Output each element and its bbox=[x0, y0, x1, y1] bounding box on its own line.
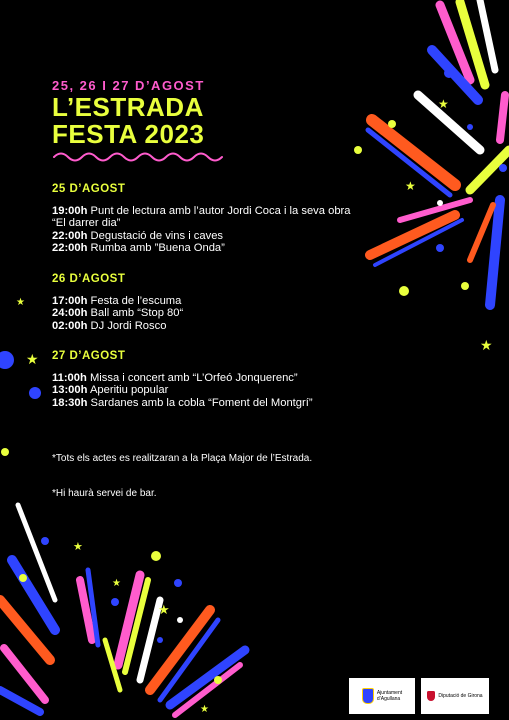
day-section-26 bbox=[52, 273, 352, 332]
event-time: 17:00h bbox=[52, 295, 88, 307]
event-item bbox=[52, 205, 352, 230]
event-time: 02:00h bbox=[52, 319, 88, 332]
event-dates: 25, 26 I 27 D’AGOST bbox=[52, 78, 205, 93]
event-item bbox=[52, 307, 352, 319]
event-item bbox=[52, 230, 352, 242]
title-line-2: FESTA 2023 bbox=[52, 119, 205, 149]
venue-note: *Tots els actes es realitzaran a la Plaça Major de l’Estrada. bbox=[52, 453, 313, 464]
event-time: 18:30h bbox=[52, 396, 88, 409]
event-item bbox=[52, 242, 352, 254]
svg-text:★: ★ bbox=[438, 97, 449, 111]
event-item bbox=[52, 320, 352, 332]
event-time: 22:00h bbox=[52, 229, 88, 242]
day-heading: 25 D’AGOST bbox=[52, 183, 126, 195]
event-text: Sardanes amb la cobla “Foment del Montgrí” bbox=[87, 396, 313, 409]
event-time: 22:00h bbox=[52, 242, 88, 255]
logo-text: Diputació de Girona bbox=[438, 693, 483, 699]
svg-text:★: ★ bbox=[16, 297, 25, 308]
event-time: 11:00h bbox=[52, 372, 87, 384]
svg-text:★: ★ bbox=[112, 578, 121, 589]
crest-icon bbox=[427, 691, 435, 701]
event-text: Punt de lectura amb l’autor Jordi Coca i la seva obra “El darrer dia” bbox=[52, 205, 351, 230]
day-section-25 bbox=[52, 183, 352, 255]
event-time: 19:00h bbox=[52, 205, 88, 217]
sponsor-logos bbox=[349, 678, 489, 714]
page-title bbox=[52, 94, 204, 148]
logo-text-line-1: Ajuntament bbox=[376, 690, 403, 696]
crest-icon bbox=[362, 688, 374, 704]
day-heading: 27 D’AGOST bbox=[52, 350, 126, 362]
event-item bbox=[52, 295, 352, 307]
title-line-1: L’ESTRADA bbox=[52, 92, 204, 122]
svg-text:★: ★ bbox=[26, 352, 39, 368]
logo-text-line-2: d’Agullana bbox=[376, 696, 401, 702]
svg-text:★: ★ bbox=[200, 704, 209, 715]
event-text: Degustació de vins i caves bbox=[87, 229, 224, 242]
bar-note: *Hi haurà servei de bar. bbox=[52, 488, 157, 499]
event-text: Rumba amb ”Buena Onda” bbox=[87, 242, 225, 255]
event-text: Missa i concert amb “L’Orfeó Jonquerenc” bbox=[86, 372, 298, 384]
event-text: Ball amb “Stop 80“ bbox=[87, 307, 184, 320]
ajuntament-logo bbox=[349, 678, 415, 714]
wave-divider bbox=[52, 150, 232, 164]
svg-text:★: ★ bbox=[480, 338, 493, 354]
svg-text:★: ★ bbox=[73, 540, 83, 553]
event-text: DJ Jordi Rosco bbox=[87, 319, 167, 332]
event-time: 24:00h bbox=[52, 307, 88, 320]
firework-burst-top-right bbox=[368, 0, 509, 305]
svg-text:★: ★ bbox=[405, 179, 416, 193]
event-item bbox=[52, 384, 352, 396]
firework-burst-bottom-left bbox=[0, 505, 245, 715]
day-heading: 26 D’AGOST bbox=[52, 273, 126, 285]
event-text: Festa de l’escuma bbox=[87, 295, 182, 307]
event-item bbox=[52, 372, 352, 384]
event-text: Aperitiu popular bbox=[87, 384, 169, 397]
event-item bbox=[52, 397, 322, 409]
day-section-27 bbox=[52, 350, 352, 409]
event-time: 13:00h bbox=[52, 384, 88, 397]
svg-text:★: ★ bbox=[158, 603, 170, 618]
diputacio-logo bbox=[421, 678, 489, 714]
